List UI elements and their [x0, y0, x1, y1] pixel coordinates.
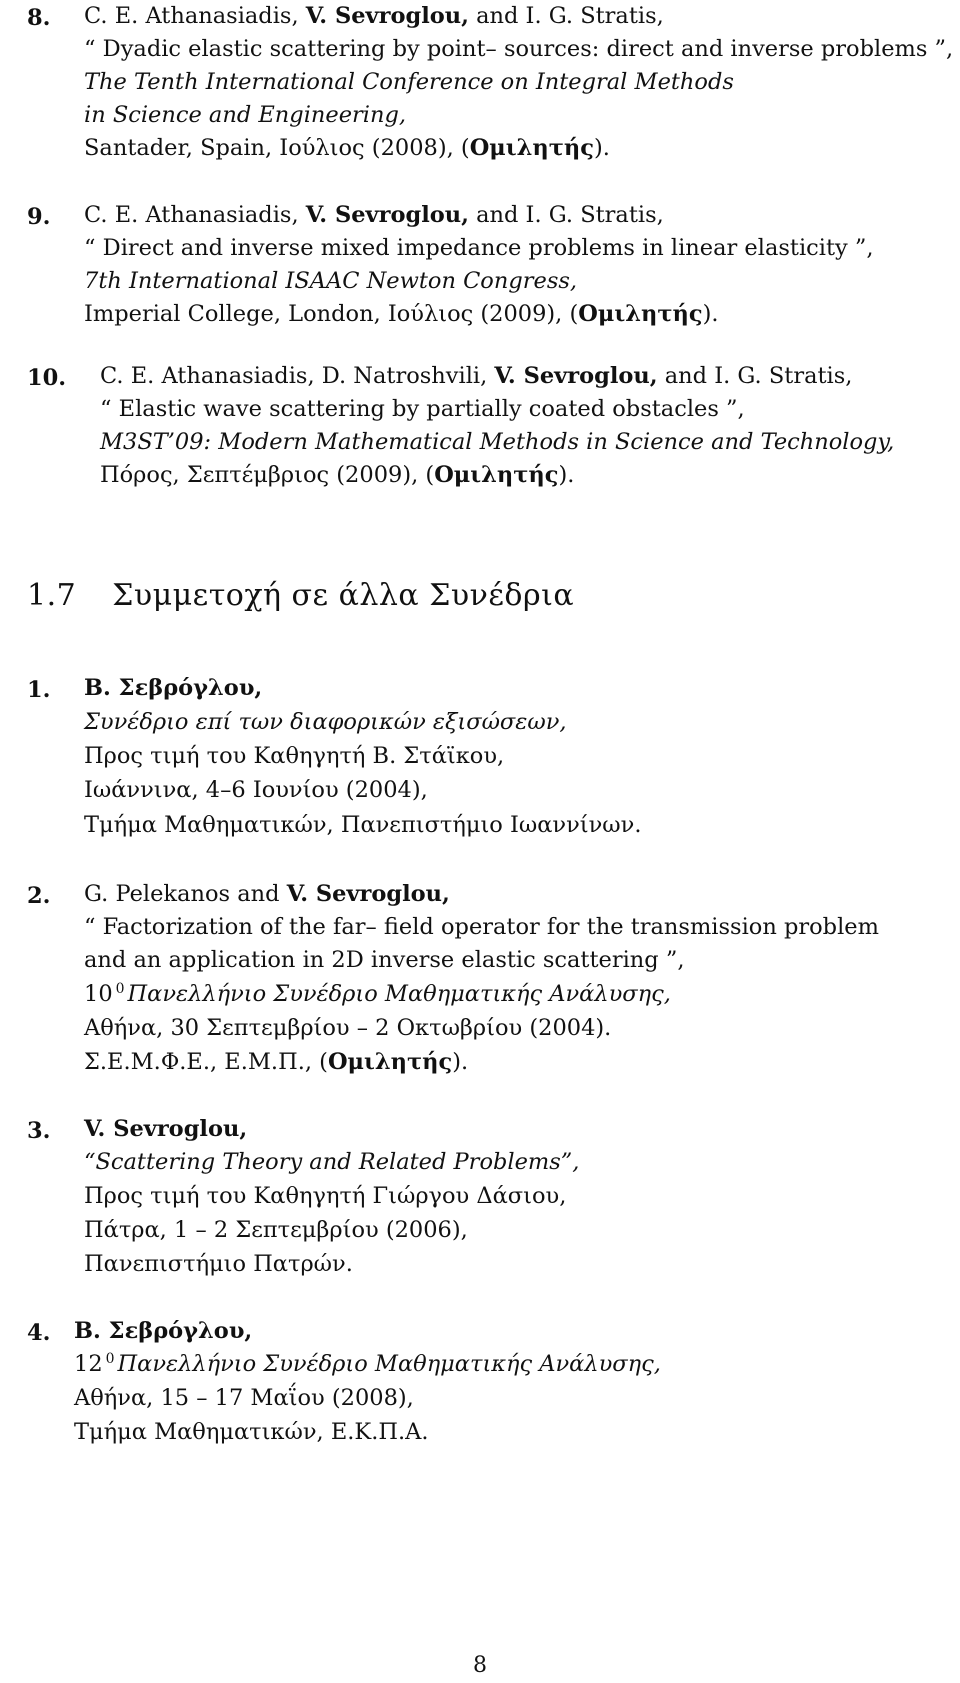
talk-title: “ Factorization of the far– field operator for the transmission problem — [84, 914, 879, 940]
venue-line: Αθήνα, 15 – 17 Μαΐου (2008), — [74, 1385, 414, 1411]
conference-name: The Tenth International Conference on Integral Methods — [84, 69, 734, 95]
conference-name: 7th International ISAAC Newton Congress, — [84, 268, 578, 294]
institution-line: Τμήμα Μαθηματικών, Ε.Κ.Π.Α. — [74, 1419, 429, 1445]
talk-title: “Scattering Theory and Related Problems”, — [84, 1149, 580, 1175]
honor-line: Προς τιμή του Καθηγητή Β. Στάϊκου, — [84, 743, 505, 769]
speaker-role: Ομιλητής — [434, 462, 559, 488]
talk-title: “ Elastic wave scattering by partially coated obstacles ”, — [100, 396, 745, 422]
highlighted-author: V. Sevroglou, — [494, 363, 658, 389]
highlighted-author: V. Sevroglou, — [286, 881, 450, 907]
conference-name: Συνέδριο επί των διαφορικών εξισώσεων, — [84, 709, 567, 735]
item-number: 2. — [27, 883, 51, 909]
item-number: 10. — [27, 365, 67, 391]
item-number: 8. — [27, 5, 51, 31]
highlighted-author: V. Sevroglou, — [305, 202, 469, 228]
honor-line: Προς τιμή του Καθηγητή Γιώργου Δάσιου, — [84, 1183, 567, 1209]
venue-line: Santader, Spain, Ιούλιος (2008), (Ομιλητής). — [84, 135, 610, 161]
venue-line: Ιωάννινα, 4–6 Ιουνίου (2004), — [84, 777, 428, 803]
talk-title-cont: and an application in 2D inverse elastic scattering ”, — [84, 947, 685, 973]
conference-name: M3ST’09: Modern Mathematical Methods in Science and Technology, — [100, 429, 895, 455]
organizer-line: Σ.Ε.Μ.Φ.Ε., Ε.Μ.Π., (Ομιλητής). — [84, 1049, 469, 1075]
highlighted-author: Β. Σεβρόγλου, — [74, 1318, 253, 1344]
institution-line: Τμήμα Μαθηματικών, Πανεπιστήμιο Ιωαννίνων. — [84, 812, 642, 838]
item-number: 1. — [27, 677, 51, 703]
conference-line: 10 $^0$ Πανελλήνιο Συνέδριο Μαθηματικής Ανάλυσης, — [84, 981, 671, 1007]
section-number: 1.7 — [27, 578, 77, 613]
venue-line: Πόρος, Σεπτέμβριος (2009), (Ομιλητής). — [100, 462, 575, 488]
authors-line: C. E. Athanasiadis, D. Natroshvili, V. Sevroglou, and I. G. Stratis, — [100, 363, 853, 389]
speaker-role: Ομιλητής — [469, 135, 594, 161]
talk-title: “ Dyadic elastic scattering by point– sources: direct and inverse problems ”, — [84, 36, 954, 62]
highlighted-author: V. Sevroglou, — [305, 3, 469, 29]
venue-line: Αθήνα, 30 Σεπτεμβρίου – 2 Οκτωβρίου (2004). — [84, 1015, 612, 1041]
institution-line: Πανεπιστήμιο Πατρών. — [84, 1251, 353, 1277]
section-heading — [27, 578, 574, 613]
conference-name-cont: in Science and Engineering, — [84, 102, 407, 128]
authors-line: C. E. Athanasiadis, V. Sevroglou, and I. G. Stratis, — [84, 3, 664, 29]
item-number: 3. — [27, 1118, 51, 1144]
highlighted-author: Β. Σεβρόγλου, — [84, 675, 263, 701]
talk-title: “ Direct and inverse mixed impedance problems in linear elasticity ”, — [84, 235, 874, 261]
venue-line: Imperial College, London, Ιούλιος (2009), (Ομιλητής). — [84, 301, 719, 327]
conference-line: 12 $^0$ Πανελλήνιο Συνέδριο Μαθηματικής Ανάλυσης, — [74, 1351, 661, 1377]
venue-line: Πάτρα, 1 – 2 Σεπτεμβρίου (2006), — [84, 1217, 468, 1243]
item-number: 4. — [27, 1320, 51, 1346]
section-title: Συμμετοχή σε άλλα Συνέδρια — [112, 578, 575, 613]
page-number: 8 — [473, 1653, 487, 1678]
authors-line: C. E. Athanasiadis, V. Sevroglou, and I. G. Stratis, — [84, 202, 664, 228]
item-number: 9. — [27, 204, 51, 230]
highlighted-author: V. Sevroglou, — [84, 1116, 248, 1142]
authors-line: G. Pelekanos and V. Sevroglou, — [84, 881, 450, 907]
speaker-role: Ομιλητής — [578, 301, 703, 327]
speaker-role: Ομιλητής — [327, 1049, 453, 1075]
